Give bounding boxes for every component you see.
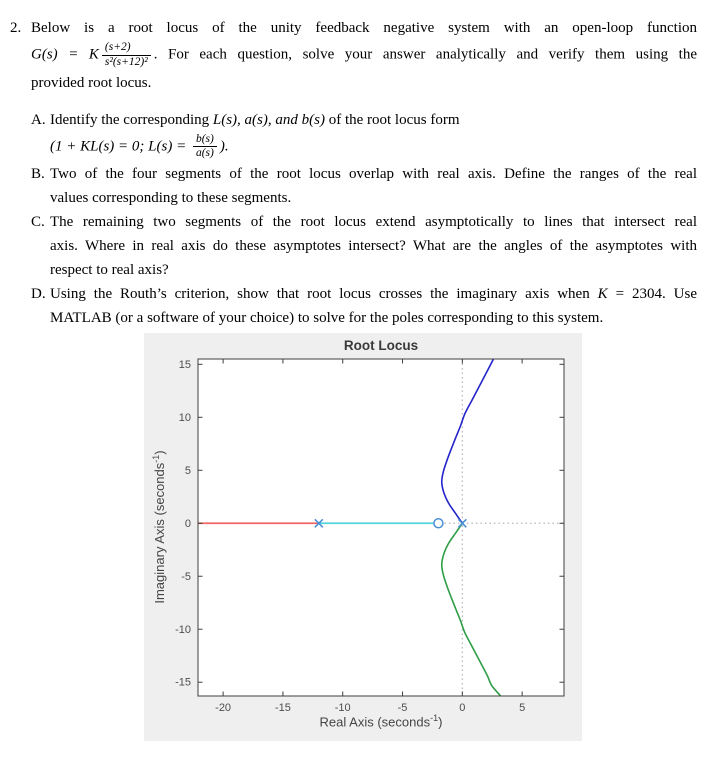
- y-tick-label: 0: [184, 517, 191, 530]
- intro-line-3: provided root locus.: [31, 74, 152, 91]
- fraction-denominator: s²(s+12)²: [102, 55, 151, 70]
- item-B-label: B.: [31, 166, 45, 183]
- item-B-line-2: values corresponding to these segments.: [50, 190, 292, 207]
- y-tick-label: 10: [178, 411, 191, 424]
- y-label-superscript: -1: [150, 454, 161, 463]
- item-B: [31, 162, 697, 210]
- x-tick-label: -20: [215, 702, 232, 715]
- x-axis-label: Real Axis (seconds$^{-1}$): [319, 713, 443, 730]
- formula-close: ).: [219, 138, 229, 155]
- item-C-label: C.: [31, 214, 45, 231]
- x-tick-label: 0: [459, 702, 466, 715]
- zero-o-marker: [434, 519, 443, 528]
- x-tick-label: 5: [519, 702, 526, 715]
- item-A-label: A.: [31, 111, 46, 128]
- intro-line-2-rest: For each question, solve your answer analytically and verify them using the: [157, 46, 697, 63]
- x-tick-label: -5: [397, 702, 408, 715]
- item-C: [31, 210, 697, 282]
- item-A-line-1: Identify the corresponding L(s), a(s), and b(s) of the root locus form: [50, 111, 460, 128]
- transfer-function-fraction: [102, 41, 151, 70]
- x-label-superscript: -1: [430, 713, 439, 724]
- question-list: [10, 108, 697, 331]
- root-locus-figure: [144, 333, 582, 741]
- transfer-function-lhs: G(s) = K: [31, 46, 99, 63]
- plot-area: [198, 359, 564, 696]
- y-axis-label: Imaginary Axis (seconds$^{-1}$): [150, 450, 168, 604]
- root-locus-form-lhs: (1 + KL(s) = 0; L(s) =: [50, 138, 190, 155]
- item-A: [31, 108, 697, 163]
- item-D-label: D.: [31, 286, 46, 303]
- chart-title: Root Locus: [343, 338, 419, 354]
- item-C-line-2: axis. Where in real axis do these asymptotes intersect? What are the angles of the asymptotes with: [50, 238, 697, 255]
- x-tick-label: -10: [334, 702, 351, 715]
- item-B-line-1: Two of the four segments of the root locus overlap with real axis. Define the ranges of the real: [50, 166, 697, 183]
- fraction-denominator: a(s): [193, 146, 217, 161]
- item-A-formula: [50, 133, 697, 162]
- y-tick-label: -15: [175, 676, 191, 689]
- item-C-line-3: respect to real axis?: [50, 262, 169, 279]
- y-tick-label: -5: [181, 570, 191, 583]
- y-tick-label: 15: [178, 359, 191, 372]
- y-tick-label: 5: [184, 464, 191, 477]
- item-D-line-1: Using the Routh’s criterion, show that root locus crosses the imaginary axis when K = 2304. Use: [50, 286, 697, 303]
- formula-period: .: [153, 46, 158, 63]
- problem-2: [10, 16, 697, 330]
- problem-number: 2.: [10, 20, 22, 36]
- x-tick-label: -15: [274, 702, 291, 715]
- intro-line-1: Below is a root locus of the unity feedback negative system with an open-loop function: [31, 20, 697, 36]
- fraction-numerator: (s+2): [104, 41, 131, 53]
- item-C-line-1: The remaining two segments of the root locus extend asymptotically to lines that intersect real: [50, 214, 697, 231]
- bs-as-fraction: [193, 133, 217, 162]
- y-tick-label: -10: [175, 623, 191, 636]
- item-D: [31, 282, 697, 330]
- item-D-line-2: MATLAB (or a software of your choice) to solve for the poles corresponding to this system.: [50, 310, 604, 327]
- root-locus-plot: [144, 333, 582, 741]
- fraction-numerator: b(s): [195, 132, 214, 145]
- open-loop-function-line: [31, 41, 697, 70]
